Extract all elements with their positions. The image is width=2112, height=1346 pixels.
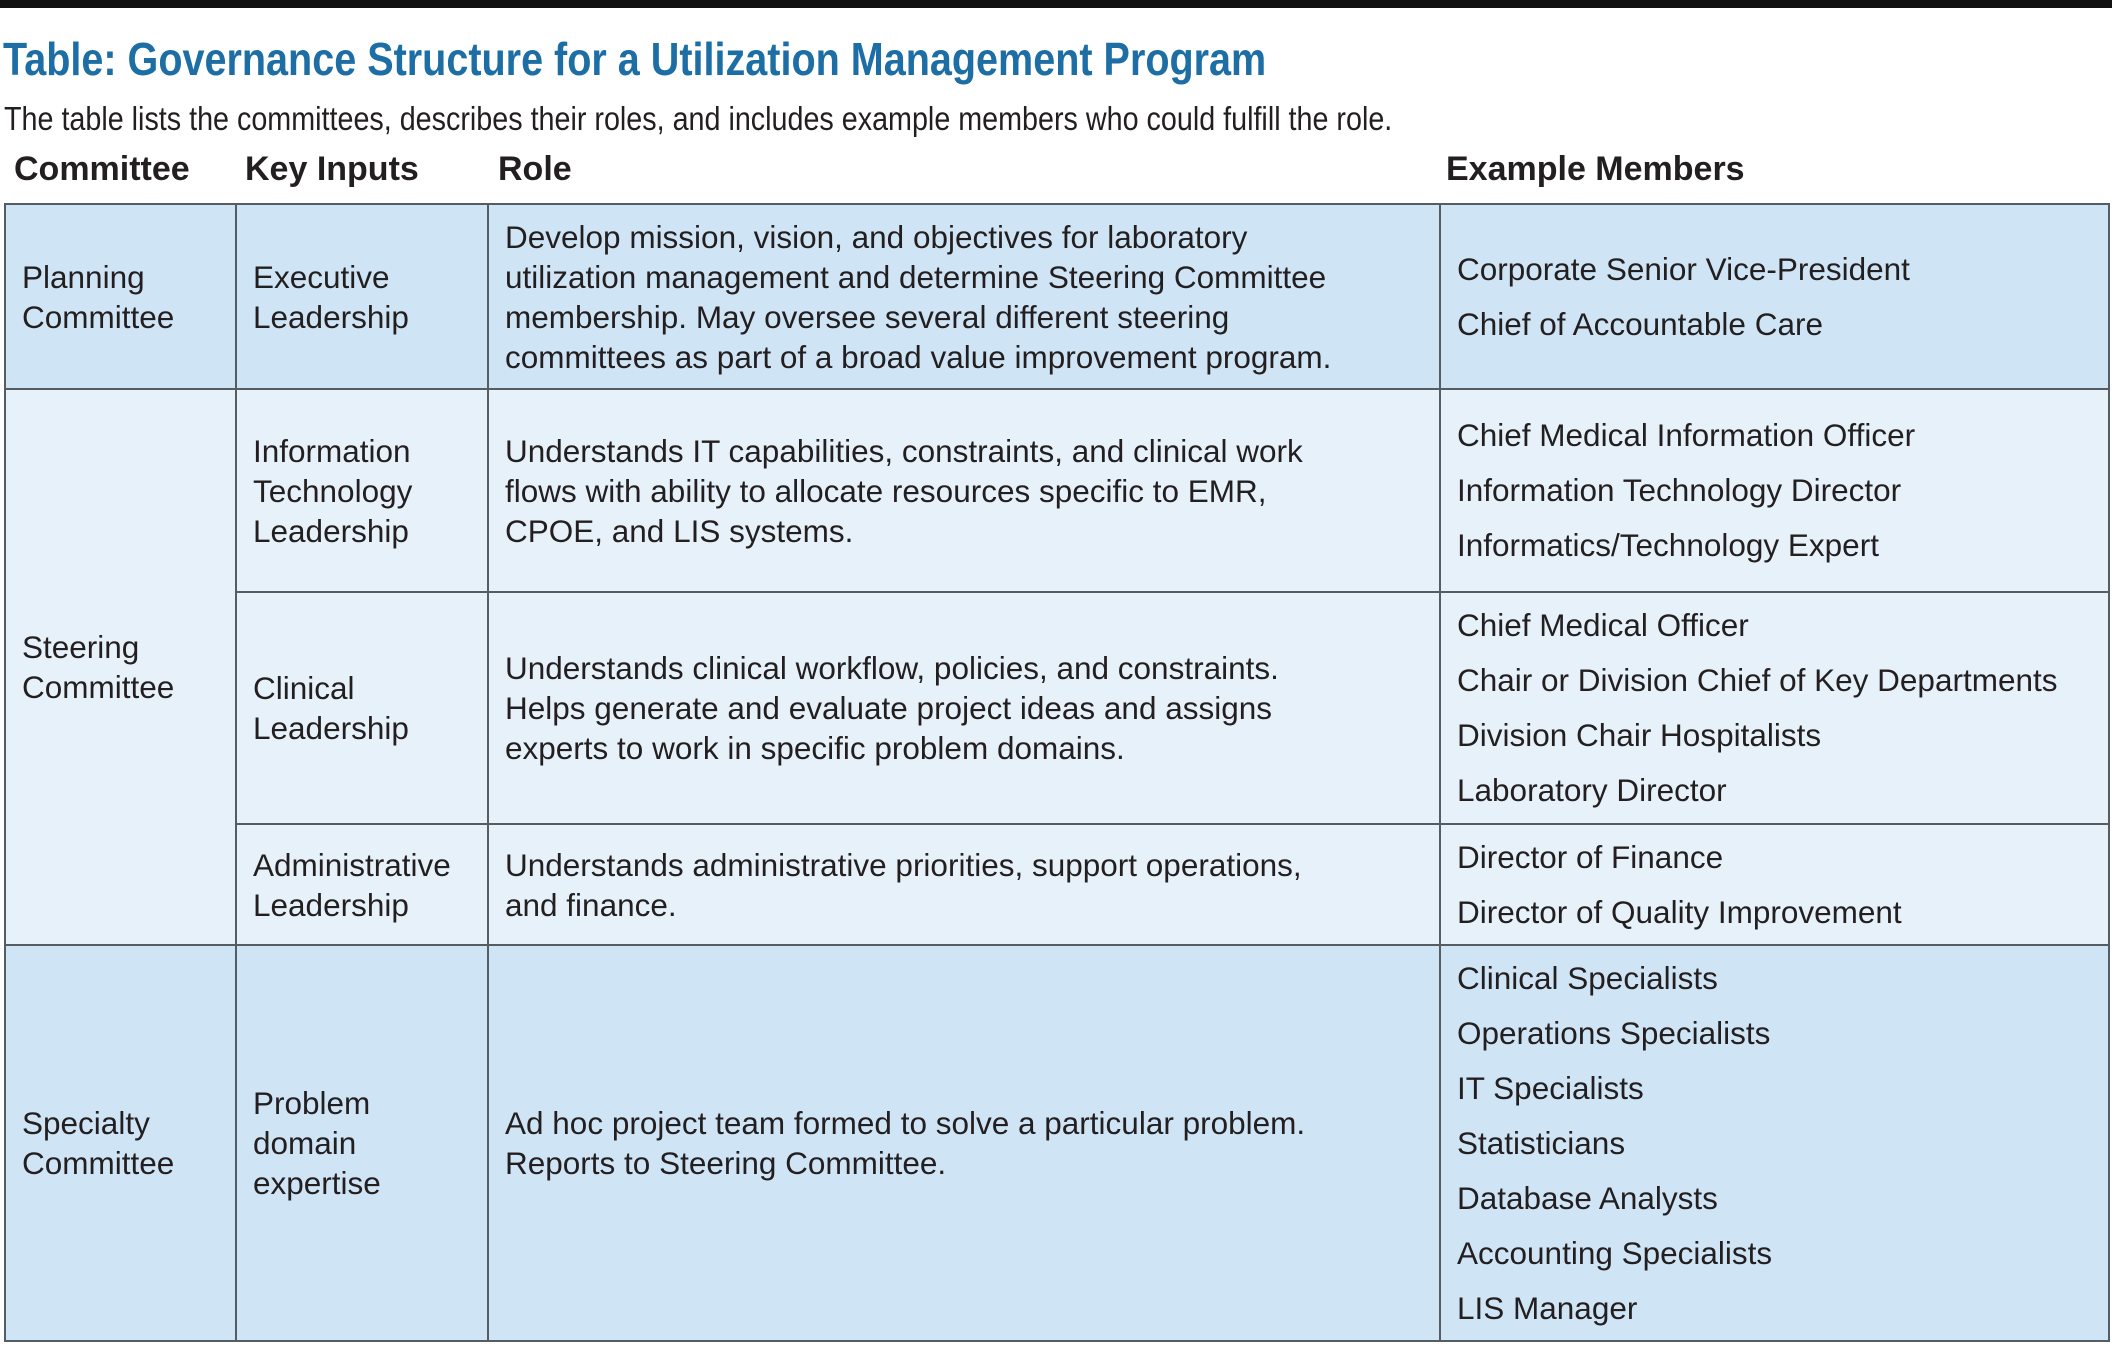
key-input-text: expertise [253, 1165, 381, 1201]
member-item: Director of Finance [1457, 838, 1724, 875]
table-row [5, 592, 2109, 824]
member-item: Information Technology Director [1457, 472, 1902, 508]
key-input-text: Information [253, 432, 411, 469]
key-input-text: Clinical [253, 670, 355, 706]
table-title: Table: Governance Structure for a Utilization Management Program [3, 33, 1267, 85]
key-input-cell [236, 824, 488, 945]
role-text: Understands IT capabilities, constraints, and clinical work [505, 432, 1303, 469]
header-key-inputs: Key Inputs [245, 150, 419, 188]
member-item: Chief of Accountable Care [1457, 305, 1823, 342]
role-cell [488, 204, 1440, 389]
member-item: LIS Manager [1457, 1289, 1638, 1326]
member-item: IT Specialists [1457, 1069, 1644, 1106]
key-input-text: Problem [253, 1085, 371, 1121]
role-cell [488, 824, 1440, 945]
member-item: Chief Medical Officer [1457, 607, 1749, 643]
role-cell [488, 592, 1440, 824]
member-item: Division Chair Hospitalists [1457, 717, 1822, 753]
key-input-cell [236, 389, 488, 592]
members-cell [1440, 204, 2109, 389]
key-input-text: Leadership [253, 298, 409, 335]
column-headers [0, 150, 2112, 196]
header-committee: Committee [14, 150, 190, 188]
role-text: Helps generate and evaluate project ideas and assigns [505, 690, 1273, 726]
role-text: utilization management and determine Steering Committee [505, 258, 1327, 295]
member-item: Laboratory Director [1457, 772, 1727, 808]
top-rule [0, 0, 2112, 8]
role-text: committees as part of a broad value improvement program. [505, 338, 1332, 375]
key-input-text: Leadership [253, 710, 409, 746]
members-cell [1440, 592, 2109, 824]
role-cell [488, 389, 1440, 592]
key-input-text: Administrative [253, 846, 451, 883]
members-cell [1440, 945, 2109, 1341]
key-input-text: Executive [253, 258, 390, 295]
member-item: Database Analysts [1457, 1179, 1718, 1216]
member-item: Director of Quality Improvement [1457, 893, 1902, 930]
committee-name: Planning [22, 258, 145, 295]
member-item: Operations Specialists [1457, 1014, 1771, 1051]
committee-cell [5, 945, 236, 1341]
committee-cell [5, 204, 236, 389]
key-input-cell [236, 945, 488, 1341]
role-text: and finance. [505, 886, 677, 923]
committee-name: Steering [22, 629, 140, 665]
member-item: Corporate Senior Vice-President [1457, 250, 1910, 287]
committee-name: Specialty [22, 1105, 150, 1141]
key-input-cell [236, 592, 488, 824]
key-input-cell [236, 204, 488, 389]
members-cell [1440, 389, 2109, 592]
role-text: experts to work in specific problem domains. [505, 730, 1125, 766]
governance-table [4, 203, 2110, 1342]
committee-name: Committee [22, 669, 175, 705]
committee-name: Committee [22, 1145, 175, 1181]
table-row [5, 824, 2109, 945]
table-row [5, 945, 2109, 1341]
member-item: Chief Medical Information Officer [1457, 417, 1916, 453]
role-text: Develop mission, vision, and objectives for laboratory [505, 218, 1248, 255]
committee-cell [5, 389, 236, 945]
role-text: Ad hoc project team formed to solve a particular problem. [505, 1105, 1306, 1141]
member-item: Clinical Specialists [1457, 959, 1718, 996]
header-role: Role [498, 150, 572, 188]
members-cell [1440, 824, 2109, 945]
member-item: Statisticians [1457, 1124, 1626, 1161]
member-item: Accounting Specialists [1457, 1234, 1773, 1271]
role-cell [488, 945, 1440, 1341]
committee-name: Committee [22, 298, 175, 335]
role-text: CPOE, and LIS systems. [505, 512, 854, 549]
role-text: Reports to Steering Committee. [505, 1145, 947, 1181]
key-input-text: domain [253, 1125, 357, 1161]
role-text: Understands clinical workflow, policies, and constraints. [505, 650, 1279, 686]
role-text: flows with ability to allocate resources specific to EMR, [505, 472, 1267, 509]
key-input-text: Leadership [253, 886, 409, 923]
key-input-text: Technology [253, 472, 413, 509]
table-subtitle: The table lists the committees, describes their roles, and includes example members who could fulfill the role. [4, 100, 1393, 137]
role-text: Understands administrative priorities, support operations, [505, 846, 1302, 883]
member-item: Informatics/Technology Expert [1457, 527, 1879, 563]
header-example-members: Example Members [1446, 150, 1745, 188]
member-item: Chair or Division Chief of Key Departments [1457, 662, 2058, 698]
table-row [5, 389, 2109, 592]
role-text: membership. May oversee several different steering [505, 298, 1230, 335]
key-input-text: Leadership [253, 512, 409, 549]
table-row [5, 204, 2109, 389]
